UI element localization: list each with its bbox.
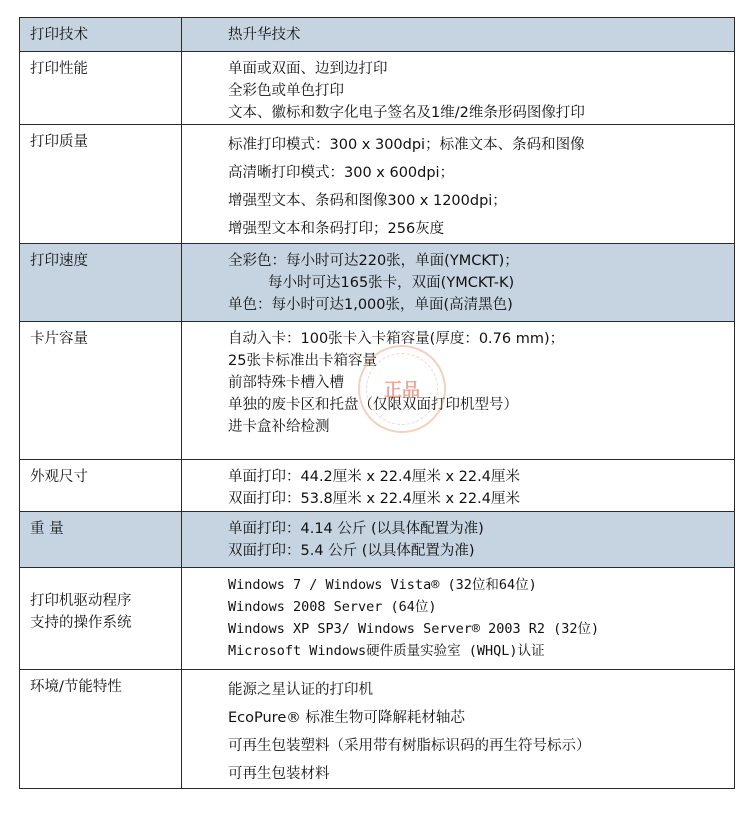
row-print-quality [20, 125, 735, 244]
row-label: 打印速度 [30, 253, 88, 269]
value-line: 前部特殊卡槽入槽 [228, 375, 344, 391]
value-line: 自动入卡：100张卡入卡箱容量(厚度：0.76 mm)； [228, 331, 565, 347]
value-line: 单面或双面、边到边打印 [228, 61, 388, 77]
row-print-performance [20, 52, 735, 125]
row-weight [20, 512, 735, 568]
value-line: 高清晰打印模式：300 x 600dpi； [228, 165, 455, 181]
value-line: 能源之星认证的打印机 [228, 682, 373, 698]
row-label: 支持的操作系统 [30, 615, 132, 631]
value-line: 全彩色：每小时可达220张，单面(YMCKT)； [228, 253, 519, 269]
value-line: Windows XP SP3/ Windows Server® 2003 R2 (32位) [228, 621, 600, 637]
value-line: 双面打印：5.4 公斤 (以具体配置为准) [228, 543, 475, 559]
value-line: 单面打印：4.14 公斤 (以具体配置为准) [228, 521, 484, 537]
value-line: 双面打印：53.8厘米 x 22.4厘米 x 22.4厘米 [228, 491, 520, 507]
value-line: 可再生包装材料 [228, 766, 330, 782]
value-line: 单面打印：44.2厘米 x 22.4厘米 x 22.4厘米 [228, 469, 520, 485]
header-row [20, 18, 735, 52]
row-label: 环境/节能特性 [30, 679, 122, 695]
watermark-stamp [358, 345, 446, 433]
value-line: 标准打印模式：300 x 300dpi；标准文本、条码和图像 [228, 137, 585, 153]
row-print-speed [20, 244, 735, 322]
row-label: 打印性能 [30, 61, 88, 77]
row-label: 卡片容量 [30, 331, 88, 347]
row-label: 外观尺寸 [30, 469, 88, 485]
value-line: 25张卡标准出卡箱容量 [228, 353, 377, 369]
row-dimensions [20, 460, 735, 512]
header-tech-value: 热升华技术 [182, 18, 735, 52]
value-line: 增强型文本和条码打印；256灰度 [228, 221, 445, 237]
header-tech-label: 打印技术 [20, 18, 182, 52]
row-environment [20, 670, 735, 789]
value-line: EcoPure® 标准生物可降解耗材轴芯 [228, 710, 465, 726]
value-line: 全彩色或单色打印 [228, 83, 344, 99]
value-line: 进卡盒补给检测 [228, 419, 330, 435]
row-label: 打印机驱动程序 [30, 593, 132, 609]
row-driver-os [20, 568, 735, 670]
value-line: 可再生包装塑料（采用带有树脂标识码的再生符号标示） [228, 738, 591, 754]
value-line: 每小时可达165张卡，双面(YMCKT-K) [268, 275, 515, 291]
row-label: 打印质量 [30, 134, 88, 150]
value-line: 文本、徽标和数字化电子签名及1维/2维条形码图像打印 [228, 105, 585, 121]
row-label: 重 量 [30, 521, 64, 537]
value-line: Microsoft Windows硬件质量实验室 (WHQL)认证 [228, 643, 545, 659]
value-line: 增强型文本、条码和图像300 x 1200dpi； [228, 193, 507, 209]
value-line: Windows 7 / Windows Vista® (32位和64位) [228, 577, 537, 593]
watermark-text: 正品 [384, 380, 420, 401]
value-line: 单独的废卡区和托盘（仅限双面打印机型号） [228, 397, 518, 413]
value-line: Windows 2008 Server (64位) [228, 599, 437, 615]
value-line: 单色：每小时可达1,000张，单面(高清黑色) [228, 297, 513, 313]
